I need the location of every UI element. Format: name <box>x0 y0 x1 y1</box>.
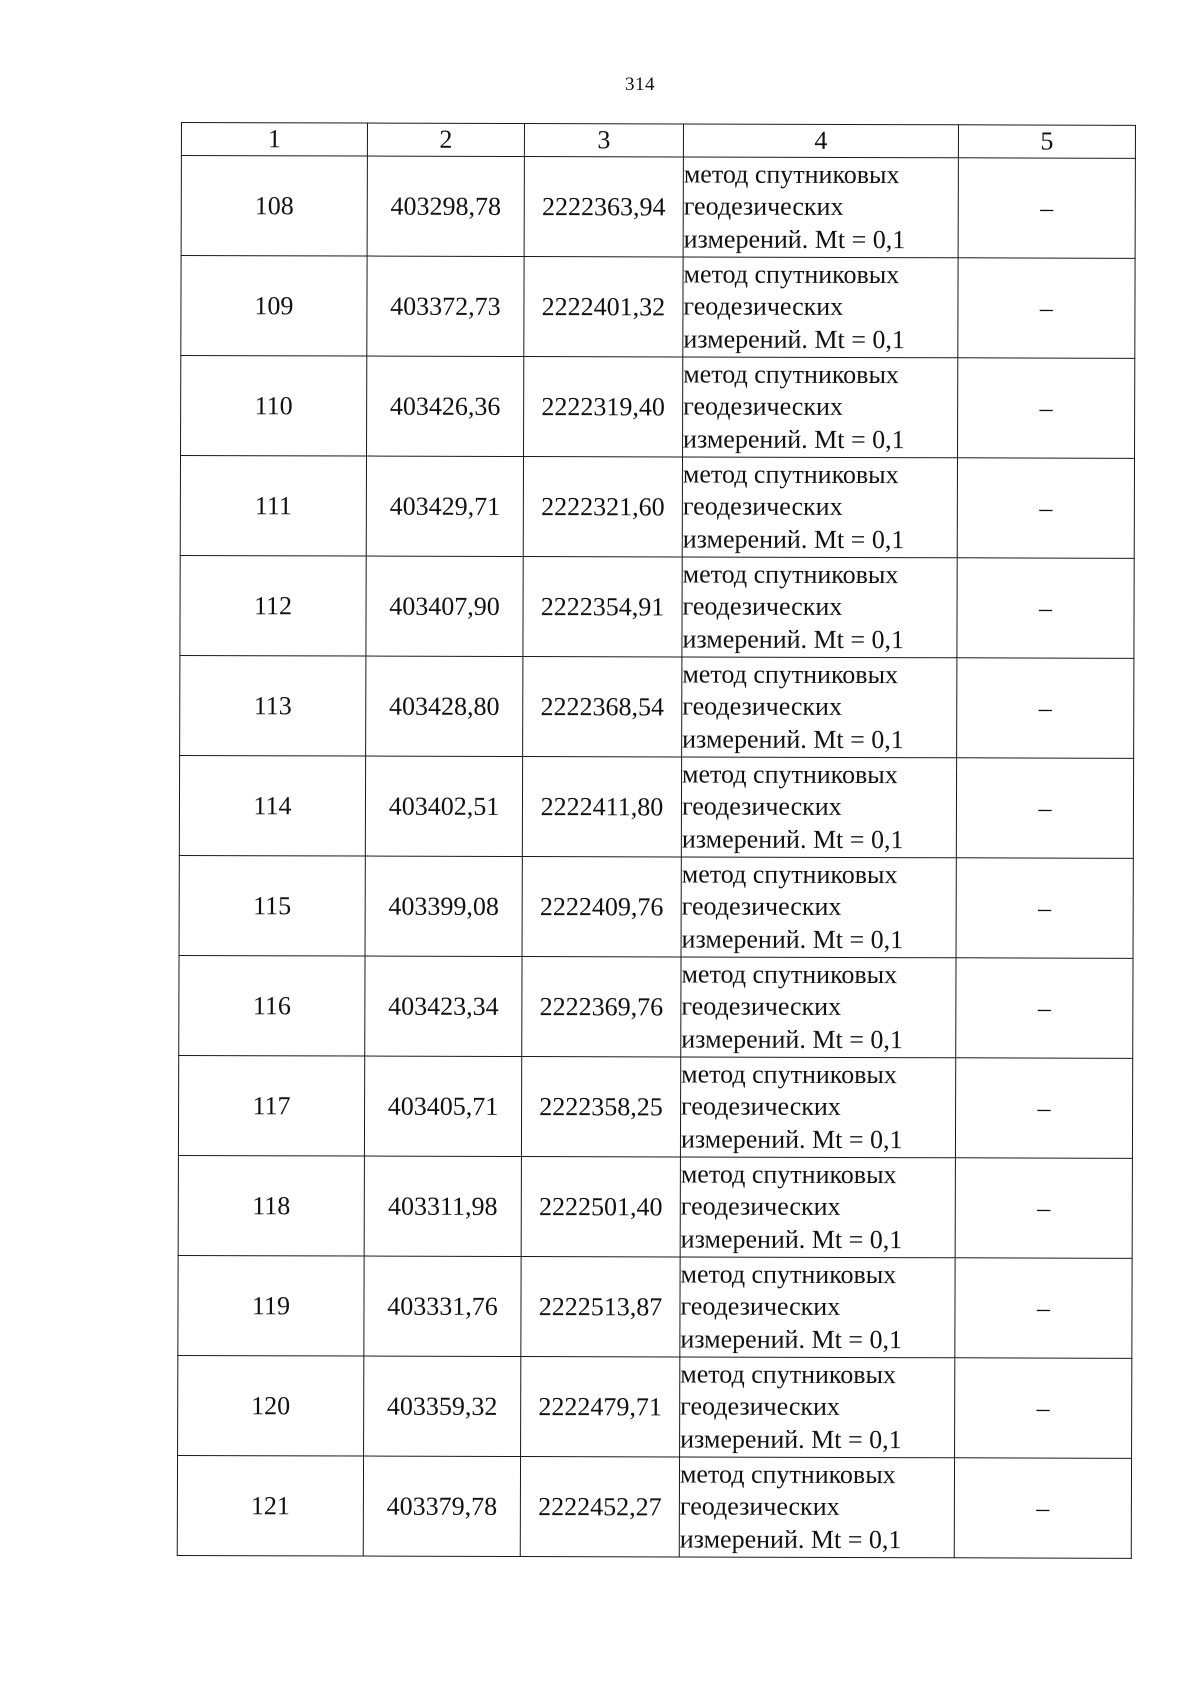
y-coordinate-cell: 2222401,32 <box>524 257 683 357</box>
note-cell: – <box>955 1058 1132 1159</box>
point-number-cell: 115 <box>179 855 365 956</box>
header-cell-3: 3 <box>524 124 683 157</box>
method-line: геодезических <box>680 1391 840 1422</box>
x-coordinate-cell: 403331,76 <box>364 1256 521 1356</box>
x-coordinate-cell: 403405,71 <box>364 1056 521 1156</box>
x-coordinate-cell: 403298,78 <box>367 156 524 256</box>
point-number-cell: 110 <box>181 356 367 457</box>
point-number-cell: 114 <box>179 755 365 856</box>
y-coordinate-cell: 2222319,40 <box>524 357 683 457</box>
table-row <box>178 1355 1132 1458</box>
point-number-cell: 111 <box>180 456 366 557</box>
method-line: измерений. Mt = 0,1 <box>680 1324 903 1354</box>
method-cell <box>680 1257 955 1358</box>
table-row <box>181 356 1135 459</box>
method-line: метод спутниковых <box>679 1459 896 1489</box>
point-number-cell: 118 <box>178 1155 364 1256</box>
header-cell-2: 2 <box>367 123 524 156</box>
method-line: измерений. Mt = 0,1 <box>681 824 904 854</box>
note-cell: – <box>957 458 1134 559</box>
note-cell: – <box>958 158 1135 259</box>
point-number-cell: 121 <box>177 1455 363 1556</box>
x-coordinate-cell: 403379,78 <box>363 1456 520 1556</box>
method-line: измерений. Mt = 0,1 <box>680 1424 902 1454</box>
table-row <box>178 1055 1132 1158</box>
note-cell: – <box>954 1458 1131 1559</box>
method-cell <box>679 1457 954 1558</box>
method-line: измерений. Mt = 0,1 <box>682 624 905 654</box>
method-line: геодезических <box>683 291 844 322</box>
header-cell-1: 1 <box>181 123 367 157</box>
y-coordinate-cell: 2222358,25 <box>521 1057 680 1157</box>
point-number-cell: 108 <box>181 156 367 257</box>
x-coordinate-cell: 403399,08 <box>365 856 522 956</box>
note-cell: – <box>958 258 1135 359</box>
method-line: метод спутниковых <box>683 259 900 289</box>
x-coordinate-cell: 403311,98 <box>364 1156 521 1256</box>
method-line: измерений. Mt = 0,1 <box>679 1524 902 1554</box>
table-row <box>177 1455 1131 1558</box>
method-line: измерений. Mt = 0,1 <box>682 724 904 754</box>
method-line: геодезических <box>682 691 843 722</box>
method-cell <box>680 1057 955 1158</box>
x-coordinate-cell: 403372,73 <box>367 256 524 356</box>
method-line: измерений. Mt = 0,1 <box>681 924 904 954</box>
y-coordinate-cell: 2222501,40 <box>521 1157 680 1257</box>
method-line: метод спутниковых <box>682 559 899 589</box>
note-cell: – <box>955 1358 1132 1459</box>
y-coordinate-cell: 2222411,80 <box>522 757 681 857</box>
y-coordinate-cell: 2222354,91 <box>523 557 682 657</box>
table-row <box>178 1255 1132 1358</box>
x-coordinate-cell: 403426,36 <box>367 356 524 456</box>
method-line: измерений. Mt = 0,1 <box>682 524 905 554</box>
point-number-cell: 117 <box>178 1055 364 1156</box>
x-coordinate-cell: 403407,90 <box>366 556 523 656</box>
method-cell <box>682 457 957 558</box>
x-coordinate-cell: 403423,34 <box>365 956 522 1056</box>
method-line: геодезических <box>679 1491 840 1522</box>
x-coordinate-cell: 403359,32 <box>364 1356 521 1456</box>
table-row <box>180 555 1134 658</box>
method-line: измерений. Mt = 0,1 <box>683 324 906 354</box>
note-cell: – <box>958 358 1135 459</box>
method-line: геодезических <box>680 1191 841 1222</box>
point-number-cell: 113 <box>180 655 366 756</box>
y-coordinate-cell: 2222479,71 <box>521 1357 680 1457</box>
note-cell: – <box>956 758 1133 859</box>
table-row <box>180 456 1134 559</box>
method-line: метод спутниковых <box>680 1259 897 1289</box>
method-cell <box>681 957 956 1058</box>
method-cell <box>681 857 956 958</box>
note-cell: – <box>956 958 1133 1059</box>
note-cell: – <box>955 1258 1132 1359</box>
method-line: геодезических <box>681 891 842 922</box>
table-row <box>179 955 1133 1058</box>
method-line: геодезических <box>681 791 842 822</box>
method-line: метод спутниковых <box>683 159 900 189</box>
table-row <box>181 156 1135 259</box>
method-line: геодезических <box>681 1091 841 1122</box>
y-coordinate-cell: 2222409,76 <box>522 857 681 957</box>
header-cell-4: 4 <box>683 124 958 158</box>
coordinates-table <box>177 122 1136 1559</box>
y-coordinate-cell: 2222363,94 <box>524 157 683 257</box>
method-line: геодезических <box>681 991 842 1022</box>
point-number-cell: 116 <box>179 955 365 1056</box>
method-cell <box>683 357 958 458</box>
y-coordinate-cell: 2222369,76 <box>522 957 681 1057</box>
method-line: метод спутниковых <box>682 659 899 689</box>
x-coordinate-cell: 403429,71 <box>366 456 523 556</box>
table-body <box>177 123 1135 1559</box>
method-line: геодезических <box>682 591 843 622</box>
point-number-cell: 109 <box>181 256 367 357</box>
method-cell <box>682 657 957 758</box>
method-line: метод спутниковых <box>681 959 898 989</box>
method-line: метод спутниковых <box>680 1359 897 1389</box>
note-cell: – <box>956 858 1133 959</box>
method-line: измерений. Mt = 0,1 <box>680 1124 903 1154</box>
method-line: геодезических <box>680 1291 841 1322</box>
method-line: метод спутниковых <box>682 459 899 489</box>
table-row <box>179 855 1133 958</box>
method-line: измерений. Mt = 0,1 <box>681 1024 903 1054</box>
table-header-row <box>181 123 1135 159</box>
method-line: метод спутниковых <box>681 859 898 889</box>
method-cell <box>680 1157 955 1258</box>
table-row <box>180 655 1134 758</box>
method-line: метод спутниковых <box>683 359 900 389</box>
method-line: измерений. Mt = 0,1 <box>683 224 906 254</box>
point-number-cell: 119 <box>178 1255 364 1356</box>
y-coordinate-cell: 2222321,60 <box>523 457 682 557</box>
note-cell: – <box>955 1158 1132 1259</box>
method-line: геодезических <box>683 391 843 422</box>
method-cell <box>680 1357 955 1458</box>
header-cell-5: 5 <box>958 125 1135 159</box>
table-row <box>181 256 1135 359</box>
method-line: измерений. Mt = 0,1 <box>680 1224 903 1254</box>
y-coordinate-cell: 2222452,27 <box>520 1457 679 1557</box>
method-line: метод спутниковых <box>682 759 898 789</box>
y-coordinate-cell: 2222513,87 <box>521 1257 680 1357</box>
table-row <box>178 1155 1132 1258</box>
note-cell: – <box>957 658 1134 759</box>
method-cell <box>682 557 957 658</box>
method-line: геодезических <box>682 491 843 522</box>
x-coordinate-cell: 403428,80 <box>366 656 523 756</box>
page-number: 314 <box>625 74 655 95</box>
point-number-cell: 120 <box>178 1355 364 1456</box>
method-cell <box>683 257 958 358</box>
method-line: геодезических <box>683 191 844 222</box>
x-coordinate-cell: 403402,51 <box>365 756 522 856</box>
table-row <box>179 755 1133 858</box>
method-line: измерений. Mt = 0,1 <box>683 424 905 454</box>
method-cell <box>681 757 956 858</box>
y-coordinate-cell: 2222368,54 <box>523 657 682 757</box>
point-number-cell: 112 <box>180 555 366 656</box>
note-cell: – <box>957 558 1134 659</box>
method-cell <box>683 157 958 258</box>
method-line: метод спутниковых <box>681 1059 897 1089</box>
method-line: метод спутниковых <box>680 1159 897 1189</box>
